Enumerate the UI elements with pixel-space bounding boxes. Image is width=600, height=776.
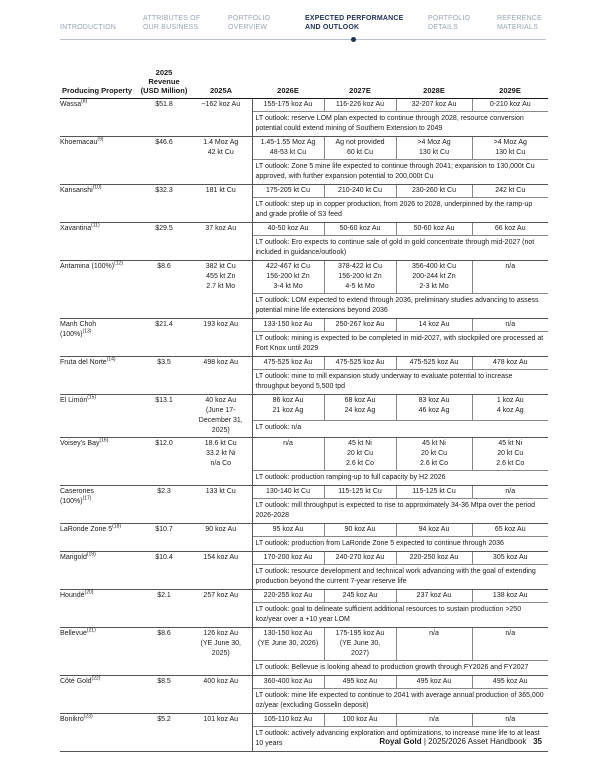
value-2025a: 498 koz Au — [190, 357, 252, 395]
value-2029e: 0-210 koz Au — [472, 99, 548, 112]
nav-tab-4[interactable]: PORTFOLIO DETAILS — [428, 15, 471, 31]
nav-tab-5[interactable]: REFERENCE MATERIALS — [497, 15, 542, 31]
header-2025-revenue: 2025 Revenue (USD Million) — [138, 68, 190, 99]
value-2026e: 175-205 kt Cu — [252, 185, 324, 198]
revenue-value: $29.5 — [138, 223, 190, 261]
footer-text: | 2025/2026 Asset Handbook — [421, 737, 527, 746]
lt-outlook-text: LT outlook: mill throughput is expected to rise to approximately 34-36 Mtpa over the period 2026-2028 — [252, 499, 548, 524]
expected-performance-table — [60, 68, 548, 752]
lt-outlook-text: LT outlook: production ramping-up to full capacity by H2 2026 — [252, 471, 548, 486]
value-2026e: 130-140 kt Cu — [252, 486, 324, 499]
revenue-value: $2.1 — [138, 590, 190, 628]
nav-tab-2[interactable]: PORTFOLIO OVERVIEW — [228, 15, 271, 31]
value-2025a: 382 kt Cu 455 kt Zn 2.7 kt Mo — [190, 261, 252, 319]
table-header-row — [60, 68, 548, 99]
value-2026e: 1.45-1.55 Moz Ag 48-53 kt Cu — [252, 137, 324, 160]
value-2029e: 1 koz Au 4 koz Ag — [472, 395, 548, 421]
property-name: LaRonde Zone 5$^{(18)}$ — [60, 524, 138, 552]
property-name: Bellevue$^{(21)}$ — [60, 628, 138, 676]
lt-outlook-text: LT outlook: mine to mill expansion study underway to evaluate potential to increase throughput beyond 5,500 tpd — [252, 370, 548, 395]
table-row — [60, 137, 548, 160]
header-2027e: 2027E — [324, 68, 396, 99]
value-2026e: 220-255 koz Au — [252, 590, 324, 603]
value-2026e: 130-150 koz Au (YE June 30, 2026) — [252, 628, 324, 661]
lt-outlook-text: LT outlook: n/a — [252, 421, 548, 438]
value-2029e: n/a — [472, 486, 548, 499]
property-name: Fruta del Norte$^{(14)}$ — [60, 357, 138, 395]
value-2028e: n/a — [396, 628, 472, 661]
revenue-value: $2.3 — [138, 486, 190, 524]
value-2028e: 356-400 kt Cu 200-244 kt Zn 2-3 kt Mo — [396, 261, 472, 294]
nav-tab-3[interactable]: EXPECTED PERFORMANCE AND OUTLOOK — [305, 15, 404, 31]
value-2026e: 105-110 koz Au — [252, 714, 324, 727]
lt-outlook-text: LT outlook: mine life expected to continue to 2041 with average annual production of 365,000 oz/year (excluding Gosselin deposit) — [252, 689, 548, 714]
value-2028e: 115-125 kt Cu — [396, 486, 472, 499]
value-2027e: 50-60 koz Au — [324, 223, 396, 236]
property-name: Xavantina$^{(11)}$ — [60, 223, 138, 261]
value-2027e: 115-125 kt Cu — [324, 486, 396, 499]
value-2028e: 475-525 koz Au — [396, 357, 472, 370]
page-footer — [379, 737, 542, 746]
revenue-value: $5.2 — [138, 714, 190, 752]
value-2025a: 181 kt Cu — [190, 185, 252, 223]
table-row — [60, 438, 548, 471]
table-row — [60, 223, 548, 236]
table-row — [60, 395, 548, 421]
value-2026e: 95 koz Au — [252, 524, 324, 537]
nav-underline — [60, 39, 546, 40]
value-2027e: 100 koz Au — [324, 714, 396, 727]
revenue-value: $12.0 — [138, 438, 190, 486]
value-2026e: 133-150 koz Au — [252, 319, 324, 332]
value-2028e: >4 Moz Ag 130 kt Cu — [396, 137, 472, 160]
lt-outlook-text: LT outlook: Zone 5 mine life expected to continue through 2041; expansion to 130,000t Cu approved, with further expansion potential to 200,000t Cu — [252, 160, 548, 185]
table-row — [60, 524, 548, 537]
nav-active-marker — [351, 37, 356, 42]
revenue-value: $46.6 — [138, 137, 190, 185]
table-row — [60, 185, 548, 198]
value-2027e: 245 koz Au — [324, 590, 396, 603]
page-number: 35 — [533, 737, 542, 746]
value-2026e: 475-525 koz Au — [252, 357, 324, 370]
revenue-value: $8.6 — [138, 261, 190, 319]
value-2029e: 66 koz Au — [472, 223, 548, 236]
footer-brand: Royal Gold — [379, 737, 422, 746]
revenue-value: $8.5 — [138, 676, 190, 714]
table-row — [60, 357, 548, 370]
property-name: Caserones $(100\%)^{(17)}$ — [60, 486, 138, 524]
nav-tab-0[interactable]: INTRODUCTION — [60, 24, 117, 31]
lt-outlook-text: LT outlook: Bellevue is looking ahead to production growth through FY2026 and FY2027 — [252, 661, 548, 676]
property-name: Wassa$^{(8)}$ — [60, 99, 138, 137]
value-2025a: 1.4 Moz Ag 42 kt Cu — [190, 137, 252, 185]
property-name: Khoemacau$^{(9)}$ — [60, 137, 138, 185]
value-2028e: 14 koz Au — [396, 319, 472, 332]
value-2028e: 32-207 koz Au — [396, 99, 472, 112]
property-name: El Limón$^{(15)}$ — [60, 395, 138, 438]
value-2027e: 240-270 koz Au — [324, 552, 396, 565]
value-2027e: 250-267 koz Au — [324, 319, 396, 332]
lt-outlook-text: LT outlook: LOM expected to extend through 2036, preliminary studies advancing to assess potential mine life extensions beyond 2036 — [252, 294, 548, 319]
lt-outlook-text: LT outlook: resource development and technical work advancing with the goal of extending production beyond the current 7-year reserve life — [252, 565, 548, 590]
value-2025a: 37 koz Au — [190, 223, 252, 261]
value-2029e: >4 Moz Ag 130 kt Cu — [472, 137, 548, 160]
value-2028e: 83 koz Au 46 koz Ag — [396, 395, 472, 421]
table-row — [60, 261, 548, 294]
value-2026e: 422-467 kt Cu 156-200 kt Zn 3-4 kt Mo — [252, 261, 324, 294]
header-2028e: 2028E — [396, 68, 472, 99]
value-2025a: 18.6 kt Cu 33.2 kt Ni n/a Co — [190, 438, 252, 486]
property-name: Marigold$^{(19)}$ — [60, 552, 138, 590]
value-2026e: n/a — [252, 438, 324, 471]
revenue-value: $3.5 — [138, 357, 190, 395]
header-2026e: 2026E — [252, 68, 324, 99]
property-name: Bonikro$^{(23)}$ — [60, 714, 138, 752]
revenue-value: $32.3 — [138, 185, 190, 223]
value-2027e: 175-195 koz Au (YE June 30, 2027) — [324, 628, 396, 661]
value-2027e: Ag not provided 60 kt Cu — [324, 137, 396, 160]
header-producing-property: Producing Property — [60, 68, 138, 99]
value-2025a: 257 koz Au — [190, 590, 252, 628]
value-2029e: 65 koz Au — [472, 524, 548, 537]
value-2029e: 495 koz Au — [472, 676, 548, 689]
value-2026e: 86 koz Au 21 koz Ag — [252, 395, 324, 421]
value-2027e: 90 koz Au — [324, 524, 396, 537]
value-2029e: n/a — [472, 261, 548, 294]
lt-outlook-text: LT outlook: actively advancing exploration and optimizations, to increase mine life to at least 10 years — [252, 727, 548, 752]
table-row — [60, 486, 548, 499]
lt-outlook-text: LT outlook: mining is expected to be completed in mid-2027, with stockpiled ore processed at Fort Knox until 2029 — [252, 332, 548, 357]
value-2025a: 133 kt Cu — [190, 486, 252, 524]
header-2025a: 2025A — [190, 68, 252, 99]
value-2028e: 50-60 koz Au — [396, 223, 472, 236]
value-2025a: 101 koz Au — [190, 714, 252, 752]
value-2027e: 45 kt Ni 20 kt Cu 2.6 kt Co — [324, 438, 396, 471]
value-2026e: 170-200 koz Au — [252, 552, 324, 565]
property-name: Kansanshi$^{(10)}$ — [60, 185, 138, 223]
value-2027e: 210-240 kt Cu — [324, 185, 396, 198]
value-2025a: 40 koz Au (June 17- December 31, 2025) — [190, 395, 252, 438]
lt-outlook-text: LT outlook: Ero expects to continue sale of gold in gold concentrate through mid-2027 (not included in guidance/outlook) — [252, 236, 548, 261]
value-2025a: 90 koz Au — [190, 524, 252, 552]
value-2028e: 237 koz Au — [396, 590, 472, 603]
value-2025a: 193 koz Au — [190, 319, 252, 357]
value-2028e: 45 kt Ni 20 kt Cu 2.6 kt Co — [396, 438, 472, 471]
lt-outlook-text: LT outlook: goal to delineate sufficient additional resources to sustain production >250 koz/year over a +10 year LOM — [252, 603, 548, 628]
revenue-value: $21.4 — [138, 319, 190, 357]
header-2029e: 2029E — [472, 68, 548, 99]
value-2029e: 305 koz Au — [472, 552, 548, 565]
value-2028e: 220-250 koz Au — [396, 552, 472, 565]
top-navigation — [0, 14, 600, 44]
value-2026e: 360-400 koz Au — [252, 676, 324, 689]
value-2027e: 495 koz Au — [324, 676, 396, 689]
value-2027e: 475-525 koz Au — [324, 357, 396, 370]
revenue-value: $13.1 — [138, 395, 190, 438]
lt-outlook-text: LT outlook: production from LaRonde Zone 5 expected to continue through 2036 — [252, 537, 548, 552]
property-name: Antamina $(100\%)^{(12)}$ — [60, 261, 138, 319]
revenue-value: $10.4 — [138, 552, 190, 590]
value-2025a: ~162 koz Au — [190, 99, 252, 137]
nav-tab-1[interactable]: ATTRIBUTES OF OUR BUSINESS — [143, 15, 201, 31]
table-row — [60, 676, 548, 689]
value-2029e: 242 kt Cu — [472, 185, 548, 198]
lt-outlook-text: LT outlook: reserve LOM plan expected to continue through 2028, resource conversion potential could extend mining of Southern Extension to 2049 — [252, 112, 548, 137]
value-2027e: 116-226 koz Au — [324, 99, 396, 112]
value-2028e: 230-260 kt Cu — [396, 185, 472, 198]
property-name: Houndé$^{(20)}$ — [60, 590, 138, 628]
value-2025a: 400 koz Au — [190, 676, 252, 714]
table-row — [60, 714, 548, 727]
revenue-value: $8.6 — [138, 628, 190, 676]
lt-outlook-text: LT outlook: step up in copper production, from 2026 to 2028, underpinned by the ramp-up and grade profile of S3 feed — [252, 198, 548, 223]
value-2029e: n/a — [472, 628, 548, 661]
value-2029e: n/a — [472, 714, 548, 727]
revenue-value: $10.7 — [138, 524, 190, 552]
property-name: Voisey's Bay$^{(16)}$ — [60, 438, 138, 486]
value-2027e: 378-422 kt Cu 156-200 kt Zn 4-5 kt Mo — [324, 261, 396, 294]
property-name: Manh Choh $(100\%)^{(13)}$ — [60, 319, 138, 357]
value-2029e: 478 koz Au — [472, 357, 548, 370]
value-2029e: n/a — [472, 319, 548, 332]
table-row — [60, 319, 548, 332]
value-2029e: 45 kt Ni 20 kt Cu 2.6 kt Co — [472, 438, 548, 471]
value-2028e: n/a — [396, 714, 472, 727]
value-2028e: 94 koz Au — [396, 524, 472, 537]
table-row — [60, 552, 548, 565]
value-2027e: 68 koz Au 24 koz Ag — [324, 395, 396, 421]
table-row — [60, 590, 548, 603]
table-row — [60, 99, 548, 112]
value-2025a: 126 koz Au (YE June 30, 2025) — [190, 628, 252, 676]
value-2028e: 495 koz Au — [396, 676, 472, 689]
table-row — [60, 628, 548, 661]
value-2025a: 154 koz Au — [190, 552, 252, 590]
value-2026e: 155-175 koz Au — [252, 99, 324, 112]
revenue-value: $51.8 — [138, 99, 190, 137]
value-2029e: 138 koz Au — [472, 590, 548, 603]
property-name: Côté Gold$^{(22)}$ — [60, 676, 138, 714]
value-2026e: 40-50 koz Au — [252, 223, 324, 236]
